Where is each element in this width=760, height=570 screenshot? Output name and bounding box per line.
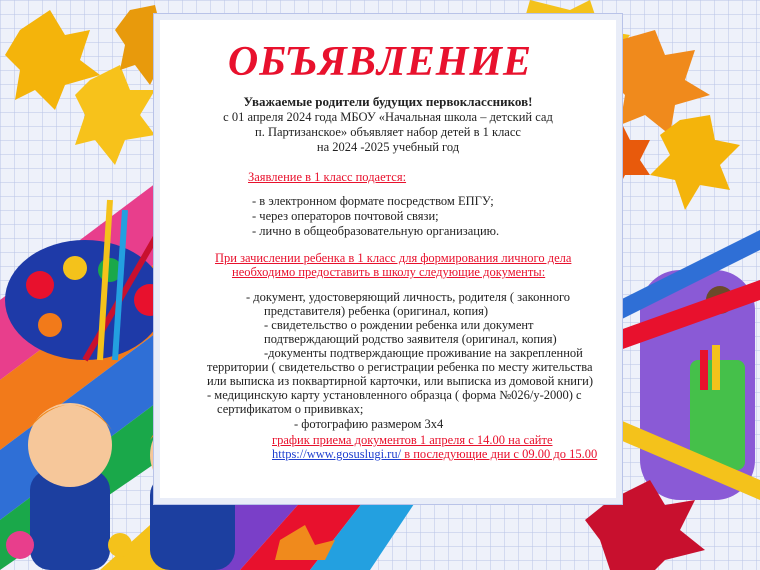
schedule-line-2-text: в последующие дни с 09.00 до 15.00 <box>401 447 598 461</box>
intro-line-2: п. Партизанское» объявляет набор детей в 1 класс <box>255 125 521 139</box>
document-item: -документы подтверждающие проживание на закрепленной <box>264 346 583 360</box>
application-method-1: - в электронном формате посредством ЕПГУ; <box>252 194 494 208</box>
document-item: территории ( свидетельство о регистрации ребенка по месту жительства <box>207 360 593 374</box>
greeting: Уважаемые родители будущих первоклассников! <box>243 94 533 109</box>
document-item: или выписка из поквартирной карточки, или выписка из домовой книги) <box>207 374 593 388</box>
documents-header-line-2: необходимо предоставить в школу следующие документы: <box>232 265 546 279</box>
document-item: - медицинскую карту установленного образца ( форма №026/у-2000) с <box>207 388 582 402</box>
document-item: - свидетельство о рождении ребенка или документ <box>264 318 534 332</box>
application-method-3: - лично в общеобразовательную организацию. <box>252 224 500 238</box>
document-item: - документ, удостоверяющий личность, родителя ( законного <box>246 290 571 304</box>
application-method-2: - через операторов почтовой связи; <box>252 209 439 223</box>
schedule-line-1: график приема документов 1 апреля с 14.00 на сайте <box>272 433 553 447</box>
document-item: представителя) ребенка (оригинал, копия) <box>264 304 489 318</box>
documents-header-line-1: При зачислении ребенка в 1 класс для формирования личного дела <box>215 251 572 265</box>
schedule-line-2 <box>272 447 597 461</box>
document-item: подтверждающий родство заявителя (оригинал, копия) <box>264 332 557 346</box>
document-item: - фотографию размером 3х4 <box>294 417 444 431</box>
intro-line-3: на 2024 -2025 учебный год <box>316 140 460 154</box>
page-title: ОБЪЯВЛЕНИЕ <box>227 39 533 85</box>
intro-line-1: с 01 апреля 2024 года МБОУ «Начальная школа – детский сад <box>223 110 553 124</box>
document-item: сертификатом о прививках; <box>217 402 364 416</box>
application-header: Заявление в 1 класс подается: <box>248 170 407 184</box>
gosuslugi-link[interactable]: https://www.gosuslugi.ru/ <box>272 447 402 461</box>
